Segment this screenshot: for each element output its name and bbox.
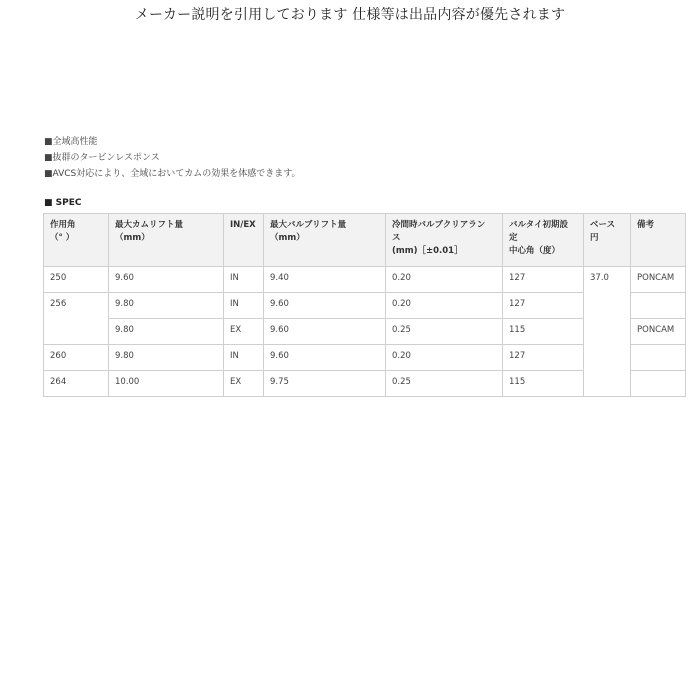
cell-note bbox=[631, 371, 686, 397]
table-header-row bbox=[44, 214, 686, 267]
cell-valve-lift: 9.60 bbox=[264, 293, 386, 319]
cell-center-angle: 127 bbox=[503, 293, 584, 319]
cell-clearance: 0.25 bbox=[386, 319, 503, 345]
cell-center-angle: 115 bbox=[503, 371, 584, 397]
cell-duration: 264 bbox=[44, 371, 109, 397]
spec-table bbox=[43, 213, 686, 397]
header-center-line2: 定 bbox=[509, 233, 518, 243]
cell-cam-lift: 10.00 bbox=[109, 371, 224, 397]
header-clearance-line1: 冷間時バルブクリアラン bbox=[392, 220, 486, 230]
cell-note bbox=[631, 293, 686, 319]
cell-cam-lift: 9.80 bbox=[109, 293, 224, 319]
cell-duration: 256 bbox=[44, 293, 109, 345]
header-base-circle bbox=[584, 214, 631, 267]
header-cam-lift-line2: （mm） bbox=[115, 233, 150, 243]
cell-valve-lift: 9.60 bbox=[264, 345, 386, 371]
cell-clearance: 0.20 bbox=[386, 267, 503, 293]
cell-clearance: 0.25 bbox=[386, 371, 503, 397]
header-base-line1: ベース bbox=[590, 220, 616, 230]
spec-title: ■ SPEC bbox=[44, 198, 82, 208]
header-inex: IN/EX bbox=[224, 214, 264, 267]
cell-inex: IN bbox=[224, 267, 264, 293]
header-cam-lift bbox=[109, 214, 224, 267]
cell-valve-lift: 9.40 bbox=[264, 267, 386, 293]
cell-clearance: 0.20 bbox=[386, 345, 503, 371]
header-center-line3: 中心角（度） bbox=[509, 246, 561, 256]
header-cam-lift-line1: 最大カムリフト量 bbox=[115, 220, 184, 230]
cell-center-angle: 127 bbox=[503, 345, 584, 371]
cell-clearance: 0.20 bbox=[386, 293, 503, 319]
header-duration-line1: 作用角 bbox=[50, 220, 76, 230]
feature-item: ■AVCS対応により、全域においてカムの効果を体感できます。 bbox=[44, 169, 301, 179]
feature-item: ■抜群のタービンレスポンス bbox=[44, 153, 160, 163]
header-valve-lift bbox=[264, 214, 386, 267]
cell-duration: 260 bbox=[44, 345, 109, 371]
cell-cam-lift: 9.80 bbox=[109, 345, 224, 371]
disclaimer-text: メーカー説明を引用しております 仕様等は出品内容が優先されます bbox=[134, 7, 566, 23]
cell-valve-lift: 9.60 bbox=[264, 319, 386, 345]
feature-item: ■全域高性能 bbox=[44, 137, 98, 147]
cell-inex: IN bbox=[224, 293, 264, 319]
header-valve-lift-line2: （mm） bbox=[270, 233, 305, 243]
cell-note: PONCAM bbox=[631, 319, 686, 345]
cell-note: PONCAM bbox=[631, 267, 686, 293]
header-center-line1: バルタイ初期設 bbox=[509, 220, 568, 230]
cell-cam-lift: 9.60 bbox=[109, 267, 224, 293]
cell-valve-lift: 9.75 bbox=[264, 371, 386, 397]
header-clearance-line2: ス bbox=[392, 233, 401, 243]
cell-note bbox=[631, 345, 686, 371]
header-valve-lift-line1: 最大バルブリフト量 bbox=[270, 220, 347, 230]
cell-duration: 250 bbox=[44, 267, 109, 293]
cell-center-angle: 127 bbox=[503, 267, 584, 293]
header-duration bbox=[44, 214, 109, 267]
cell-cam-lift: 9.80 bbox=[109, 319, 224, 345]
feature-list bbox=[44, 134, 301, 182]
header-duration-line2: （° ） bbox=[50, 233, 75, 243]
header-center-angle bbox=[503, 214, 584, 267]
header-clearance-line3: (mm)［±0.01］ bbox=[392, 246, 463, 256]
cell-center-angle: 115 bbox=[503, 319, 584, 345]
cell-inex: EX bbox=[224, 371, 264, 397]
header-clearance bbox=[386, 214, 503, 267]
cell-inex: IN bbox=[224, 345, 264, 371]
cell-base-circle: 37.0 bbox=[584, 267, 631, 397]
table-row bbox=[44, 267, 686, 293]
cell-inex: EX bbox=[224, 319, 264, 345]
header-note: 備考 bbox=[631, 214, 686, 267]
header-base-line2: 円 bbox=[590, 233, 599, 243]
